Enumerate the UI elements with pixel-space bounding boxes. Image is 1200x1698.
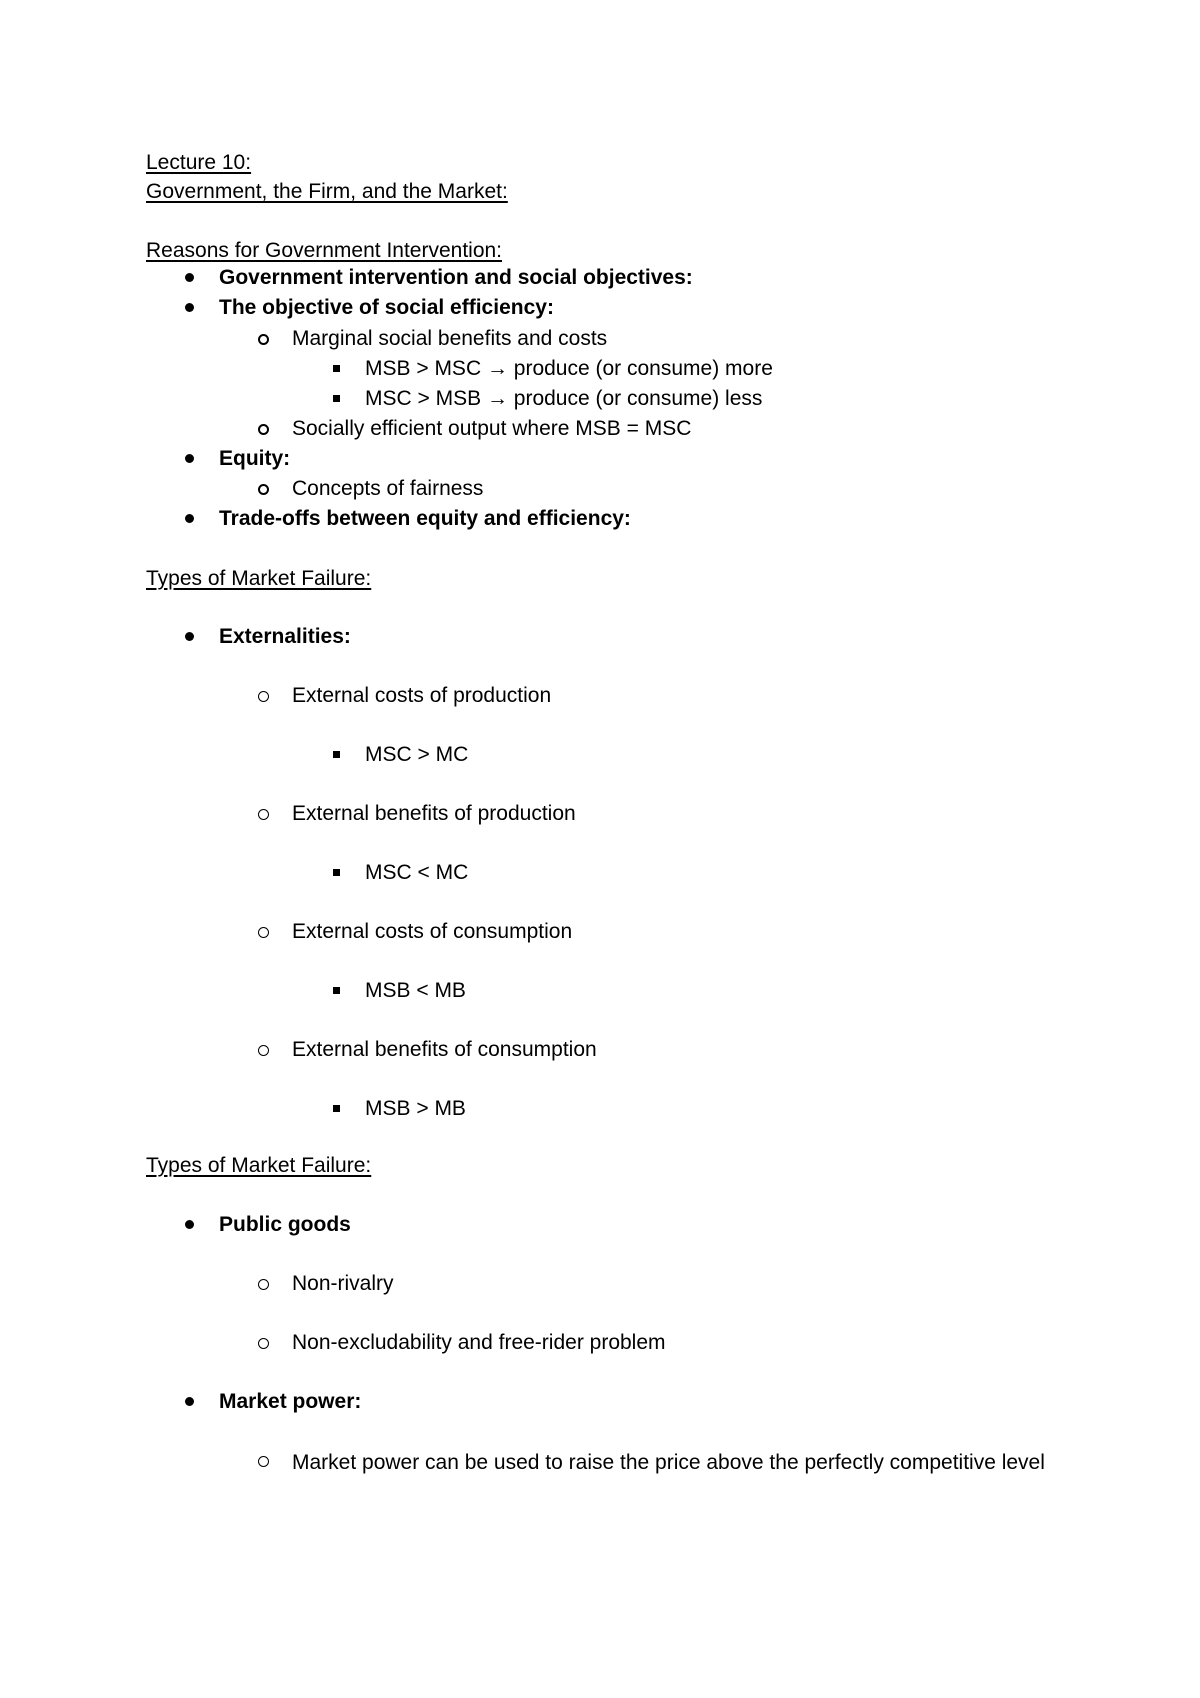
list-item: MSC > MC [365, 743, 469, 766]
square-bullet-icon [333, 365, 340, 372]
list-item: Concepts of fairness [292, 477, 484, 500]
list-item: External costs of consumption [292, 920, 573, 943]
list-item: Public goods [219, 1213, 351, 1236]
square-bullet-icon [333, 1105, 340, 1112]
list-item: Non-rivalry [292, 1272, 394, 1295]
list-item: MSB > MSC → produce (or consume) more [365, 357, 773, 380]
list-item: Market power: [219, 1390, 362, 1413]
circle-bullet-icon [258, 484, 269, 495]
circle-bullet-icon [258, 334, 269, 345]
circle-bullet-icon [258, 1456, 269, 1467]
square-bullet-icon [333, 751, 340, 758]
bullet-icon [185, 514, 194, 523]
circle-bullet-icon [258, 1338, 269, 1349]
list-item: External benefits of consumption [292, 1038, 597, 1061]
list-item: Market power can be used to raise the price above the perfectly competitive level [292, 1451, 1045, 1474]
lecture-number: Lecture 10: [146, 151, 252, 174]
section-heading-reasons: Reasons for Government Intervention: [146, 239, 503, 262]
list-item: Marginal social benefits and costs [292, 327, 608, 350]
bullet-icon [185, 273, 194, 282]
bullet-icon [185, 1397, 194, 1406]
bullet-icon [185, 632, 194, 641]
list-item: Equity: [219, 447, 291, 470]
bullet-icon [185, 303, 194, 312]
list-item: Trade-offs between equity and efficiency: [219, 507, 631, 530]
circle-bullet-icon [258, 1045, 269, 1056]
square-bullet-icon [333, 395, 340, 402]
page-title: Government, the Firm, and the Market: [146, 180, 508, 203]
section-heading-market-failure-2: Types of Market Failure: [146, 1154, 372, 1177]
square-bullet-icon [333, 987, 340, 994]
circle-bullet-icon [258, 1279, 269, 1290]
list-item: External benefits of production [292, 802, 576, 825]
bullet-icon [185, 454, 194, 463]
list-item: MSB < MB [365, 979, 466, 1002]
list-item: Externalities: [219, 625, 351, 648]
list-item: MSC < MC [365, 861, 469, 884]
list-item: External costs of production [292, 684, 552, 707]
bullet-icon [185, 1220, 194, 1229]
circle-bullet-icon [258, 809, 269, 820]
circle-bullet-icon [258, 927, 269, 938]
list-item: The objective of social efficiency: [219, 296, 554, 319]
list-item: Government intervention and social objectives: [219, 266, 693, 289]
section-heading-market-failure: Types of Market Failure: [146, 567, 372, 590]
list-item: Non-excludability and free-rider problem [292, 1331, 666, 1354]
list-item: Socially efficient output where MSB = MSC [292, 417, 692, 440]
list-item: MSB > MB [365, 1097, 466, 1120]
list-item: MSC > MSB → produce (or consume) less [365, 387, 763, 410]
square-bullet-icon [333, 869, 340, 876]
circle-bullet-icon [258, 691, 269, 702]
circle-bullet-icon [258, 424, 269, 435]
